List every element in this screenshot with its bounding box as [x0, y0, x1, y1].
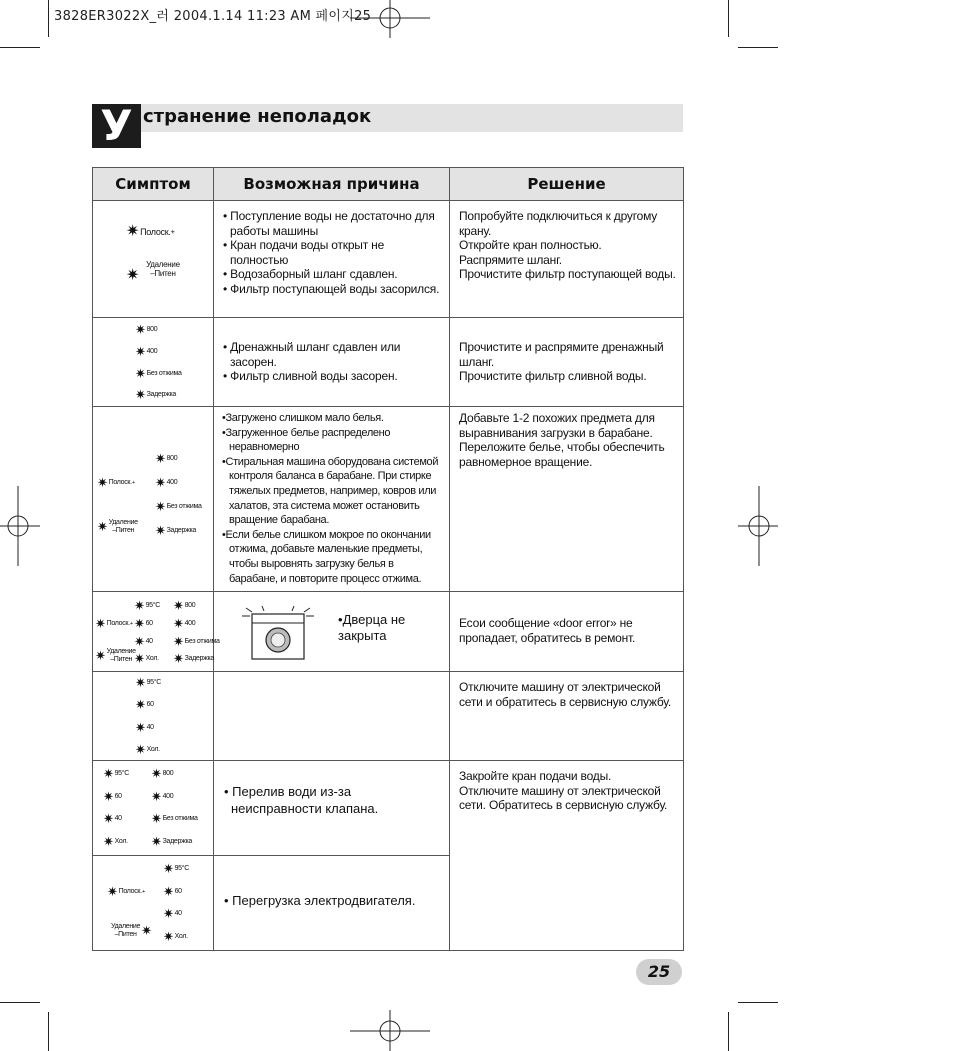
indicator: ✷ Задержка — [173, 651, 214, 666]
indicator: ✷ 95°C — [134, 598, 161, 613]
table-row — [93, 592, 684, 672]
led-icon: ✷ — [103, 789, 114, 804]
table-header-row — [93, 168, 684, 201]
led-icon: ✷ — [97, 475, 108, 490]
indicator: ✷ 95°C — [135, 675, 162, 690]
indicator: ✷ Удаление –Питен — [97, 519, 138, 534]
registration-mark-icon — [738, 486, 778, 566]
indicator: Удаление –Питен ✷ — [111, 923, 152, 938]
led-icon: ✷ — [151, 766, 162, 781]
indicator: ✷ Хол. — [135, 742, 160, 757]
symptom-cell — [93, 407, 214, 592]
solution-cell: Попробуйте подключиться к другому крану. Откройте кран полностью. Распрямите шланг. Прочистите фильтр поступающей воды. — [450, 201, 684, 318]
indicator: ✷ Без отжима — [151, 811, 198, 826]
page-number: 25 — [636, 959, 682, 985]
header-solution: Решение — [450, 168, 684, 201]
registration-mark-icon — [350, 0, 430, 40]
indicator: ✷ 60 — [134, 616, 153, 631]
indicator: ✷ 40 — [103, 811, 122, 826]
header-cause: Возможная причина — [214, 168, 450, 201]
solution-cell: Отключите машину от электрической сети и обратитесь в сервисную службу. — [450, 672, 684, 761]
crop-mark — [0, 1002, 40, 1003]
led-icon: ✷ — [173, 598, 184, 613]
led-icon: ✷ — [135, 344, 146, 359]
led-icon: ✷ — [134, 651, 145, 666]
indicator: ✷ 800 — [155, 451, 178, 466]
led-icon: ✷ — [135, 742, 146, 757]
indicator: ✷ 95°C — [103, 766, 130, 781]
led-icon: ✷ — [163, 884, 174, 899]
cause-text: Дверца не закрыта — [338, 612, 406, 643]
led-icon: ✷ — [155, 475, 166, 490]
cause-cell — [214, 672, 450, 761]
led-icon: ✷ — [134, 616, 145, 631]
led-icon: ✷ — [126, 267, 140, 284]
led-icon: ✷ — [103, 811, 114, 826]
crop-mark — [728, 0, 729, 37]
symptom-cell — [93, 318, 214, 407]
indicator: ✷ 400 — [151, 789, 174, 804]
cause-cell: • Перегрузка электродвигателя. — [214, 856, 450, 951]
crop-mark — [48, 0, 49, 37]
led-icon: ✷ — [95, 648, 106, 663]
indicator: ✷ 800 — [135, 322, 158, 337]
cause-cell: • Дренажный шланг сдавлен или засорен. • Фильтр сливной воды засорен. — [214, 318, 450, 407]
led-icon: ✷ — [134, 598, 145, 613]
indicator: ✷ 60 — [135, 697, 154, 712]
led-icon: ✷ — [135, 697, 146, 712]
led-icon: ✷ — [103, 766, 114, 781]
led-icon: ✷ — [173, 651, 184, 666]
symptom-cell — [93, 856, 214, 951]
indicator: ✷ 400 — [135, 344, 158, 359]
indicator: ✷ 60 — [163, 884, 182, 899]
page-title: странение неполадок — [143, 106, 372, 127]
indicator: ✷ Полоск. + — [95, 616, 133, 631]
led-icon: ✷ — [173, 616, 184, 631]
indicator: ✷ 400 — [173, 616, 196, 631]
indicator: ✷ Задержка — [151, 834, 192, 849]
led-icon: ✷ — [126, 223, 140, 240]
indicator: ✷ Задержка — [135, 387, 176, 402]
led-icon: ✷ — [103, 834, 114, 849]
symptom-cell — [93, 592, 220, 672]
indicator: ✷ Задержка — [155, 523, 196, 538]
led-icon: ✷ — [141, 923, 152, 938]
crop-mark — [48, 1012, 49, 1051]
led-icon: ✷ — [135, 387, 146, 402]
indicator: ✷ 40 — [135, 720, 154, 735]
table-row — [93, 761, 684, 856]
indicator: ✷ 40 — [163, 906, 182, 921]
led-icon: ✷ — [155, 523, 166, 538]
table-row — [93, 407, 684, 592]
led-icon: ✷ — [135, 675, 146, 690]
indicator: ✷ 60 — [103, 789, 122, 804]
indicator: ✷ Полоск. + — [126, 223, 175, 240]
indicator: ✷ Удаление –Питен — [95, 648, 136, 663]
title-initial: У — [92, 104, 141, 148]
led-icon: ✷ — [155, 499, 166, 514]
led-icon: ✷ — [95, 616, 106, 631]
symptom-cell — [93, 201, 214, 318]
led-icon: ✷ — [97, 519, 108, 534]
solution-cell: Добавьте 1-2 похожих предмета для выравнивания загрузки в барабане. Переложите белье, чтобы обеспечить равномерное вращение. — [450, 407, 684, 592]
indicator: ✷ Удаление –Питен — [126, 260, 180, 284]
table-row — [93, 318, 684, 407]
indicator: ✷ 400 — [155, 475, 178, 490]
cause-cell: •Дверца не закрыта — [214, 592, 450, 672]
registration-mark-icon — [350, 1010, 430, 1051]
indicator: ✷ Полоск. + — [107, 884, 145, 899]
led-icon: ✷ — [135, 366, 146, 381]
indicator: ✷ Хол. — [163, 929, 188, 944]
led-icon: ✷ — [173, 634, 184, 649]
symptom-cell — [93, 761, 214, 856]
indicator: ✷ 40 — [134, 634, 153, 649]
led-icon: ✷ — [151, 811, 162, 826]
indicator: ✷ Без отжима — [173, 634, 220, 649]
crop-mark — [0, 47, 40, 48]
led-icon: ✷ — [135, 322, 146, 337]
solution-cell: Закройте кран подачи воды. Отключите машину от электрической сети. Обратитесь в сервисную службу. — [450, 761, 684, 951]
led-icon: ✷ — [155, 451, 166, 466]
solution-cell: Прочистите и распрямите дренажный шланг. Прочистите фильтр сливной воды. — [450, 318, 684, 407]
cause-cell: • Перелив води из-за неисправности клапана. — [214, 761, 450, 856]
cause-cell: • Поступление воды не достаточно для работы машины • Кран подачи воды открыт не полностью • Водозаборный шланг сдавлен. • Фильтр поступающей воды засорился. — [214, 201, 450, 318]
crop-mark — [728, 1012, 729, 1051]
solution-cell: Есои сообщение «door error» не пропадает, обратитесь в ремонт. — [450, 592, 684, 672]
header-symptom: Симптом — [93, 168, 214, 201]
troubleshooting-table — [92, 167, 684, 951]
led-icon: ✷ — [107, 884, 118, 899]
cause-cell: •Загружено слишком мало белья. •Загруженное белье распределено неравномерно •Стиральная машина оборудована системой контроля баланса в барабане. При стирке тяжелых предметов, например, ковров или халатов, эта система может остановить вращение барабана. •Если белье слишком мокрое по окончании отжима, добавьте маленькие предметы, чтобы выровнять загрузку белья в барабане, и повторите процесс отжима. — [214, 407, 450, 592]
washing-machine-door-icon — [242, 604, 318, 662]
table-row — [93, 672, 684, 761]
registration-mark-icon — [0, 486, 40, 566]
indicator: ✷ 800 — [173, 598, 196, 613]
led-icon: ✷ — [151, 789, 162, 804]
led-icon: ✷ — [134, 634, 145, 649]
indicator: ✷ Без отжима — [135, 366, 182, 381]
led-icon: ✷ — [163, 929, 174, 944]
indicator: ✷ Хол. — [134, 651, 159, 666]
crop-mark — [738, 1002, 778, 1003]
led-icon: ✷ — [163, 861, 174, 876]
indicator: ✷ Полоск. + — [97, 475, 135, 490]
table-row — [93, 201, 684, 318]
indicator: ✷ 95°C — [163, 861, 190, 876]
indicator: ✷ Без отжима — [155, 499, 202, 514]
symptom-cell — [93, 672, 214, 761]
led-icon: ✷ — [163, 906, 174, 921]
led-icon: ✷ — [151, 834, 162, 849]
print-header: 3828ER3022X_러 2004.1.14 11:23 AM 페이지25 — [54, 9, 372, 24]
indicator: ✷ 800 — [151, 766, 174, 781]
led-icon: ✷ — [135, 720, 146, 735]
indicator: ✷ Хол. — [103, 834, 128, 849]
crop-mark — [738, 47, 778, 48]
